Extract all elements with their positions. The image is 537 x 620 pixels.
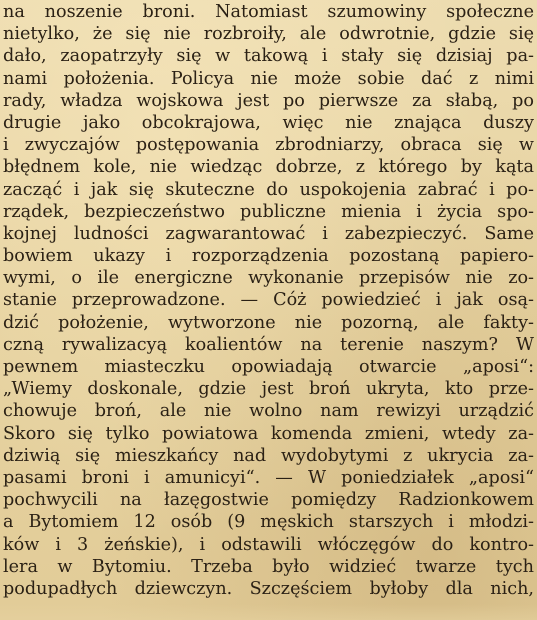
article-line: nietylko, że się nie rozbroiły, ale odwrotnie, gdzie się	[3, 24, 534, 45]
article-line: chowuje broń, ale nie wolno nam rewizyi urządzić	[3, 401, 534, 422]
article-line: Skoro się tylko powiatowa komenda zmieni, wtedy za-	[3, 423, 534, 444]
article-line: i zwyczajów postępowania zbrodniarzy, obraca się w	[3, 135, 534, 156]
article-line: na noszenie broni. Natomiast szumowiny społeczne	[3, 2, 534, 22]
article-line: pewnem miasteczku opowiadają otwarcie „aposi“:	[3, 357, 534, 377]
article-line: drugie jako obcokrajowa, więc nie znająca duszy	[3, 112, 534, 133]
article-line: wymi, o ile energiczne wykonanie przepisów nie zo-	[3, 268, 534, 289]
article-line: nami położenia. Policya nie może sobie dać z nimi	[3, 68, 534, 89]
article-line: zacząć i jak się skuteczne do uspokojenia zabrać i po-	[3, 179, 534, 200]
paper-edge-shade	[0, 604, 537, 620]
article-line: pasami broni i amunicyi“. — W poniedziałek „aposi“	[3, 467, 534, 488]
article-line: lera w Bytomiu. Trzeba było widzieć twarze tych	[3, 556, 534, 577]
article-line: a Bytomiem 12 osób (9 męskich starszych i młodzi-	[3, 512, 534, 533]
article-line: dziwią się mieszkańcy nad wydobytymi z ukrycia za-	[3, 445, 534, 466]
article-line: „Wiemy doskonale, gdzie jest broń ukryta, kto prze-	[3, 379, 534, 400]
article-line: dało, zaopatrzyły się w takową i stały się dzisiaj pa-	[3, 46, 534, 67]
article-line: podupadłych dziewczyn. Szczęściem byłoby dla nich,	[3, 578, 534, 599]
article-line: stanie przeprowadzone. — Cóż powiedzieć i jak osą-	[3, 290, 534, 311]
article-column	[3, 1, 534, 600]
article-line: błędnem kole, nie wiedząc dobrze, z którego by kąta	[3, 157, 534, 178]
article-line: pochwycili na łazęgostwie pomiędzy Radzionkowem	[3, 490, 534, 511]
article-line: rady, władza wojskowa jest po pierwsze za słabą, po	[3, 90, 534, 111]
article-line: czną rywalizacyą koalientów na terenie naszym? W	[3, 334, 534, 355]
article-line: ków i 3 żeńskie), i odstawili włóczęgów do kontro-	[3, 534, 534, 555]
article-line: rządek, bezpieczeństwo publiczne mienia i życia spo-	[3, 201, 534, 222]
article-line: bowiem ukazy i rozporządzenia pozostaną papiero-	[3, 246, 534, 267]
article-line: kojnej ludności zagwarantować i zabezpieczyć. Same	[3, 223, 534, 244]
article-line: dzić położenie, wytworzone nie pozorną, ale fakty-	[3, 312, 534, 333]
